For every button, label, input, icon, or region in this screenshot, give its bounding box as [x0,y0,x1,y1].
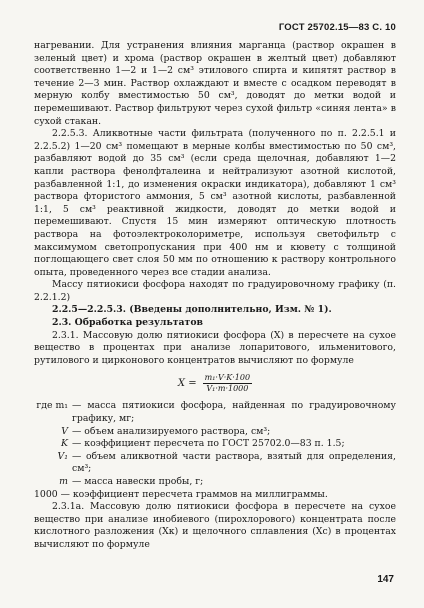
page-header: ГОСТ 25702.15—83 С. 10 [278,22,396,33]
paragraph-amendment: 2.2.5—2.2.5.3. (Введены дополнительно, Изм. № 1). [52,304,332,316]
definition-text: — коэффициент пересчета по ГОСТ 25702.0—83 п. 1.5; [72,438,345,450]
paragraph-2-2-5-3: 2.2.5.3. Аликвотные части фильтрата (полученного по п. 2.2.5.1 и 2.2.5.2) 1—20 см³ помещают в мерные колбы вместимостью по 50 см³, разбавляют водой до 35 см³ (если среда щелочная, добавляют 1—2 капли раствора фенолфталеина и нейтрализуют азотной кислотой, разбавленной 1:1, до изменения окраски индикатора), добавляют 1 см³ раствора фтористого аммония, 5 см³ азотной кислоты, разбавленной 1:1, 5 см³ реактивной жидкости, доводят до метки водой и перемешивают. Спустя 15 мин измеряют оптическую плотность раствора на фотоэлектроколориметре, используя светофильтр с максимумом светопропускания при 400 нм и кювету с толщиной поглощающего свет слоя 50 мм по отношению к раствору контрольного опыта, проведенного через все стадии анализа. [34,128,396,278]
definition-item [34,426,396,439]
formula-lhs: X = [177,377,197,389]
paragraph-1: нагревании. Для устранения влияния марганца (раствор окрашен в зеленый цвет) и хрома (раствор окрашен в желтый цвет) добавляют соответственно 1—2 и 1—2 см³ этилового спирта и кипятят раствор в течение 2—3 мин. Раствор охлаждают и вместе с осадком переводят в мерную колбу вместимостью 50 см³, доводят до метки водой и перемешивают. Раствор фильтруют через сухой фильтр «синяя лента» в сухой стакан. [34,40,396,127]
definition-symbol: m [59,476,68,487]
paragraph-2-3-1a: 2.3.1а. Массовую долю пятиокиси фосфора в пересчете на сухое вещество при анализе инобиевого (пирохлорового) концентрата после кислотного разложения (Xк) и щелочного сплавления (Xс) в процентах вычисляют по формуле [34,501,396,550]
definition-item [34,400,396,425]
paragraph-2-3-1: 2.3.1. Массовую долю пятиокиси фосфора (X) в пересчете на сухое вещество в процентах при анализе лопаритового, ильменитового, рутилового и цирконового концентратов вычисляют по формуле [34,329,396,366]
definition-symbol: K [61,438,68,450]
definition-item [34,451,396,476]
formula-numerator: m₁·V·K·100 [204,373,251,383]
definition-symbol: V [61,425,68,437]
formula-fraction [203,373,252,394]
definition-text: — масса пятиокиси фосфора, найденная по градуировочному графику, мг; [72,400,396,425]
definition-text: — объем анализируемого раствора, см³; [72,425,271,437]
definition-item [34,438,396,451]
page-number: 147 [377,574,394,585]
paragraph-coefficient-1000: 1000 — коэффициент пересчета граммов на миллиграммы. [34,488,328,500]
definition-text: — объем аликвотной части раствора, взятый для определения, см³; [72,450,396,475]
definition-text: — масса навески пробы, г; [72,476,204,487]
formula-x [34,373,396,394]
definitions-list [34,400,396,488]
definition-symbol: где m₁ [36,400,68,412]
formula-denominator: V₁·m·1000 [206,384,249,394]
section-heading-2-3: 2.3. Обработка результатов [52,317,203,329]
paragraph-mass-graph: Массу пятиокиси фосфора находят по градуировочному графику (п. 2.2.1.2) [34,279,396,303]
definition-symbol: V₁ [57,450,68,462]
definition-item [34,476,396,489]
document-body [34,40,396,552]
